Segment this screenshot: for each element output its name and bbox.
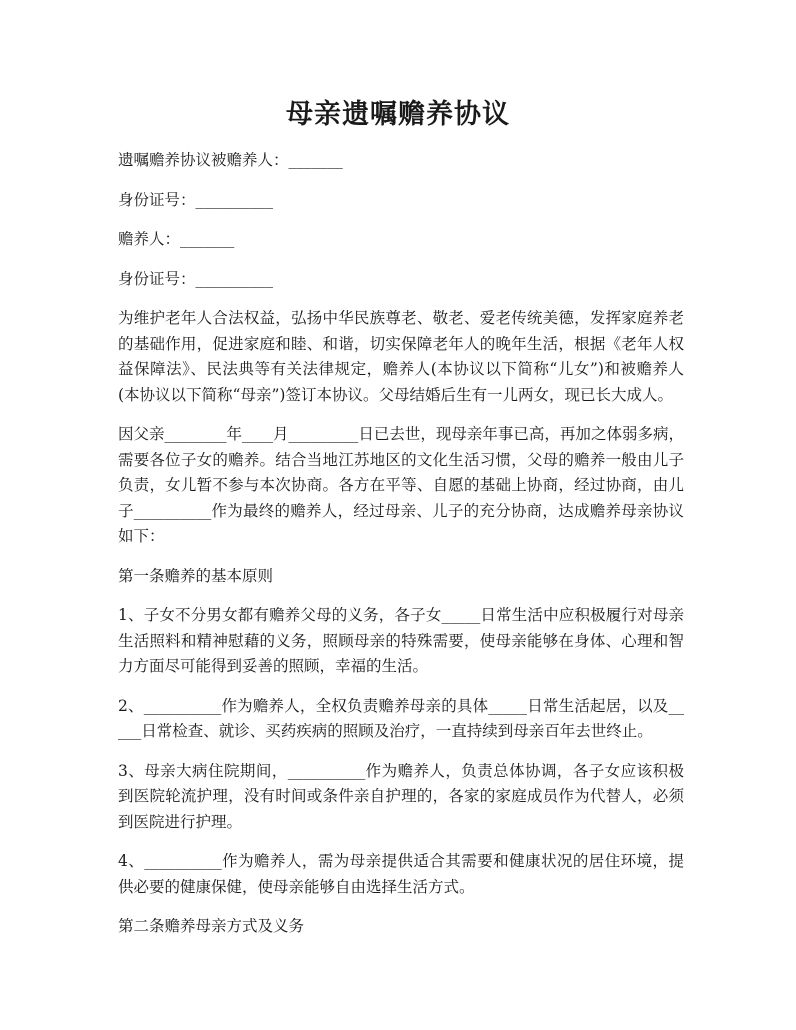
document-body <box>118 148 684 954</box>
id-number-field-1: 身份证号：__________ <box>118 190 274 209</box>
background-paragraph: 因父亲________年____月_________日已去世，现母亲年事已高，再加之体弱多病，需要各位子女的赡养。结合当地江苏地区的文化生活习惯，父母的赡养一般由儿子负责，女儿暂不参与本次协商。各方在平等、自愿的基础上协商，经过协商，由儿子__________作为最终的赡养人，经过母亲、儿子的充分协商，达成赡养母亲协议如下： <box>118 425 684 545</box>
intro-paragraph: 为维护老年人合法权益，弘扬中华民族尊老、敬老、爱老传统美德，发挥家庭养老的基础作用，促进家庭和睦、和谐，切实保障老年人的晚年生活，根据《老年人权益保障法》、民法典等有关法律规定，赡养人(本协议以下简称“儿女”)和被赡养人(本协议以下简称“母亲”)签订本协议。父母结婚后生有一儿两女，现已长大成人。 <box>118 309 684 404</box>
id-number-field-2: 身份证号：__________ <box>118 269 274 288</box>
document-title: 母亲遗嘱赡养协议 <box>286 99 510 130</box>
section-1-heading: 第一条赡养的基本原则 <box>118 566 274 585</box>
supported-person-field: 遗嘱赡养协议被赡养人：_______ <box>118 151 343 169</box>
clause-1: 1、子女不分男女都有赡养父母的义务，各子女_____日常生活中应积极履行对母亲生活照料和精神慰藉的义务，照顾母亲的特殊需要，使母亲能够在身体、心理和智力方面尽可能得到妥善的照顾，幸福的生活。 <box>118 606 684 675</box>
supporter-field: 赡养人：_______ <box>118 230 235 248</box>
clause-3: 3、母亲大病住院期间，__________作为赡养人，负责总体协调，各子女应该积极到医院轮流护理，没有时间或条件亲自护理的，各家的家庭成员作为代替人，必须到医院进行护理。 <box>118 761 684 831</box>
clause-2: 2、__________作为赡养人，全权负责赡养母亲的具体_____日常生活起居，以及_____日常检查、就诊、买药疾病的照顾及治疗，一直持续到母亲百年去世终止。 <box>118 696 684 740</box>
section-2-heading: 第二条赡养母亲方式及义务 <box>118 917 305 935</box>
clause-4: 4、__________作为赡养人，需为母亲提供适合其需要和健康状况的居住环境，提供必要的健康保健，使母亲能够自由选择生活方式。 <box>118 852 684 896</box>
